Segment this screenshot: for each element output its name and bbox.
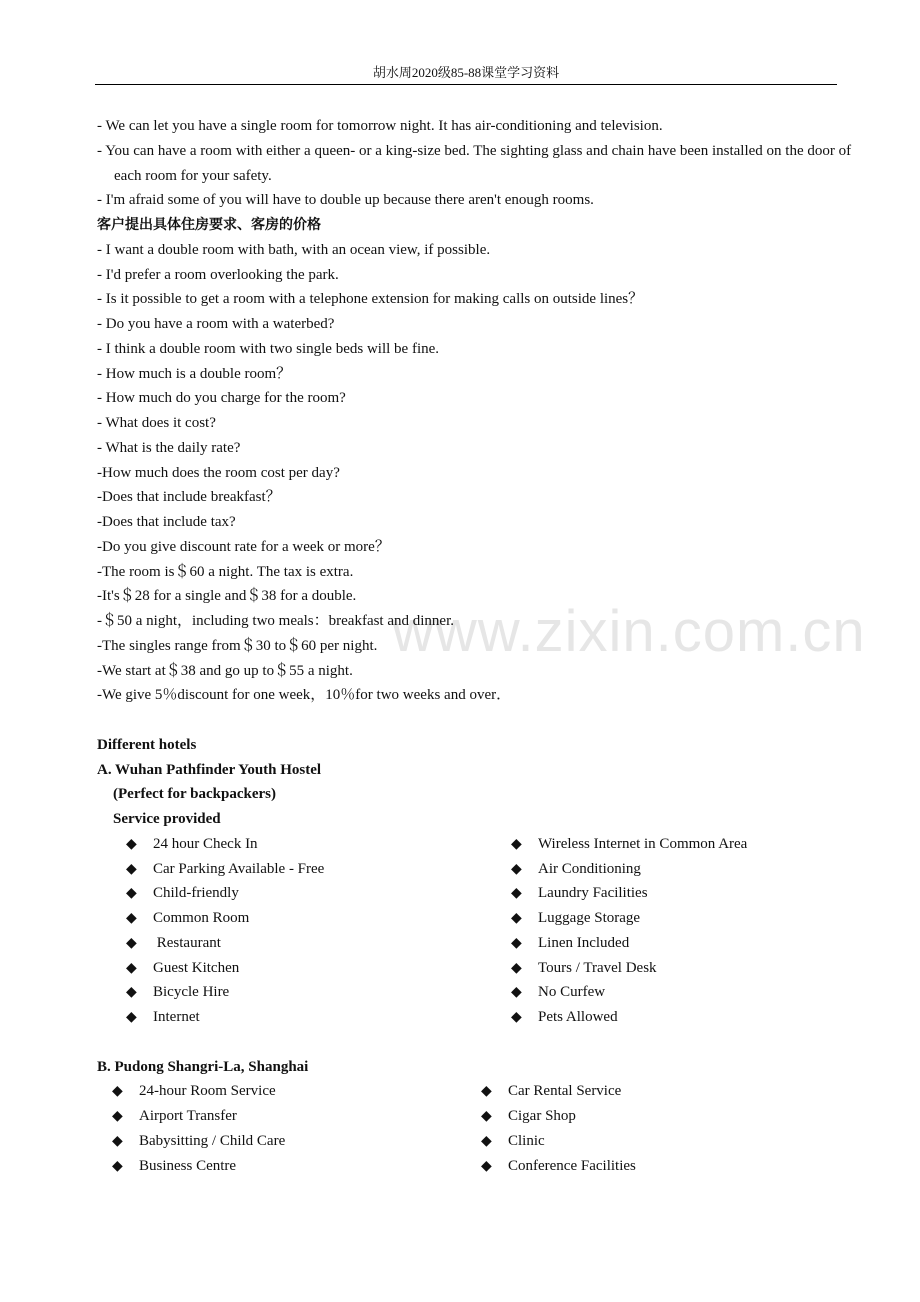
service-item: ◆ Linen Included [511, 931, 747, 956]
diamond-bullet-icon: ◆ [481, 1108, 492, 1124]
request-line: - I'd prefer a room overlooking the park. [97, 266, 339, 283]
diamond-bullet-icon: ◆ [126, 1009, 137, 1025]
request-line: - How much do you charge for the room? [97, 390, 346, 407]
hotel-a-right-column [511, 832, 747, 1030]
diamond-bullet-icon: ◆ [126, 910, 137, 926]
request-line: -The room is＄60 a night. The tax is extra. [97, 563, 354, 580]
request-line: - What does it cost? [97, 415, 216, 431]
hotel-b-left-column [112, 1079, 285, 1178]
request-line: -Does that include breakfast？ [97, 489, 281, 506]
diamond-bullet-icon: ◆ [126, 934, 137, 951]
service-item: ◆ Car Parking Available - Free [126, 857, 324, 882]
diamond-bullet-icon: ◆ [511, 1009, 522, 1025]
diamond-bullet-icon: ◆ [126, 959, 137, 976]
diamond-bullet-icon: ◆ [126, 835, 137, 852]
diamond-bullet-icon: ◆ [511, 984, 522, 1001]
service-item: ◆ 24 hour Check In [126, 832, 324, 857]
hotel-b-right-column [481, 1079, 636, 1178]
service-item: ◆ Tours / Travel Desk [511, 956, 747, 981]
service-item: ◆ 24-hour Room Service [112, 1079, 285, 1104]
diamond-bullet-icon: ◆ [511, 934, 522, 951]
request-line: - Is it possible to get a room with a telephone extension for making calls on outside lines？ [97, 291, 644, 308]
diamond-bullet-icon: ◆ [112, 1108, 123, 1124]
request-line: -We start at＄38 and go up to＄55 a night. [97, 662, 353, 679]
service-item: ◆ Child-friendly [126, 881, 324, 906]
request-line: - I think a double room with two single beds will be fine. [97, 340, 440, 357]
diamond-bullet-icon: ◆ [511, 885, 522, 902]
service-item: ◆ Babysitting / Child Care [112, 1129, 285, 1154]
service-item: ◆ Wireless Internet in Common Area [511, 832, 747, 857]
request-line: -The singles range from＄30 to＄60 per night. [97, 637, 378, 654]
service-item: ◆ Airport Transfer [112, 1104, 285, 1129]
intro-line: - I'm afraid some of you will have to double up because there aren't enough rooms. [97, 192, 594, 209]
request-line: -We give 5％discount for one week，10％for two weeks and over． [97, 687, 512, 704]
diamond-bullet-icon: ◆ [481, 1157, 492, 1174]
diamond-bullet-icon: ◆ [126, 860, 137, 877]
diamond-bullet-icon: ◆ [511, 860, 522, 877]
hotel-b-services [97, 1079, 839, 1178]
diamond-bullet-icon: ◆ [112, 1157, 123, 1174]
service-item: ◆ Car Rental Service [481, 1079, 636, 1104]
diamond-bullet-icon: ◆ [126, 984, 137, 1001]
service-item: ◆ Clinic [481, 1129, 636, 1154]
hotel-a-name: A. Wuhan Pathfinder Youth Hostel [97, 761, 322, 778]
service-item: ◆ Guest Kitchen [126, 956, 324, 981]
request-line: - What is the daily rate? [97, 439, 241, 456]
service-item: ◆ Laundry Facilities [511, 881, 747, 906]
service-item: ◆ Restaurant [126, 931, 324, 956]
page-header: 胡水周2020级85-88课堂学习资料 [95, 64, 837, 85]
diamond-bullet-icon: ◆ [112, 1132, 123, 1149]
service-item: ◆ Internet [126, 1005, 324, 1030]
spacer [97, 708, 839, 733]
diamond-bullet-icon: ◆ [481, 1083, 492, 1100]
request-line: -Does that include tax? [97, 514, 236, 530]
hotel-b-name: B. Pudong Shangri-La, Shanghai [97, 1058, 309, 1075]
request-line: - I want a double room with bath, with an ocean view, if possible. [97, 241, 491, 258]
diamond-bullet-icon: ◆ [481, 1132, 492, 1149]
hotel-a-left-column [126, 832, 324, 1030]
service-item: ◆ Luggage Storage [511, 906, 747, 931]
diamond-bullet-icon: ◆ [126, 885, 137, 902]
diamond-bullet-icon: ◆ [511, 910, 522, 926]
request-lines [97, 238, 839, 708]
watermark: www.zixin.com.cn [392, 599, 866, 664]
request-line: -Do you give discount rate for a week or more？ [97, 538, 390, 555]
diamond-bullet-icon: ◆ [511, 835, 522, 852]
spacer [97, 1030, 839, 1055]
service-item: ◆ Conference Facilities [481, 1154, 636, 1179]
service-item: ◆ Pets Allowed [511, 1005, 747, 1030]
section-heading: 客户提出具体住房要求、客房的价格 [97, 217, 321, 233]
service-item: ◆ Bicycle Hire [126, 980, 324, 1005]
service-item: ◆ Business Centre [112, 1154, 285, 1179]
diamond-bullet-icon: ◆ [511, 959, 522, 976]
request-line: -＄50 a night，including two meals：breakfast and dinner. [97, 613, 455, 629]
request-line: -It's＄28 for a single and＄38 for a double. [97, 588, 357, 605]
intro-lines [97, 114, 852, 213]
intro-line: - You can have a room with either a queen- or a king-size bed. The sighting glass and chain have been installed on the door of each room for your safety. [97, 142, 852, 184]
document-body [97, 114, 852, 1178]
hotel-a-subtitle: (Perfect for backpackers) [113, 786, 276, 803]
hotel-a-service-label: Service provided [113, 811, 221, 827]
service-item: ◆ No Curfew [511, 980, 747, 1005]
service-item: ◆ Cigar Shop [481, 1104, 636, 1129]
intro-line: - We can let you have a single room for tomorrow night. It has air-conditioning and television. [97, 118, 663, 134]
request-line: - How much is a double room？ [97, 365, 292, 382]
diamond-bullet-icon: ◆ [112, 1083, 123, 1100]
hotel-a-services [97, 832, 839, 1030]
request-line: -How much does the room cost per day? [97, 464, 340, 481]
service-item: ◆ Air Conditioning [511, 857, 747, 882]
hotels-title: Different hotels [97, 736, 197, 753]
request-line: - Do you have a room with a waterbed? [97, 316, 335, 332]
service-item: ◆ Common Room [126, 906, 324, 931]
